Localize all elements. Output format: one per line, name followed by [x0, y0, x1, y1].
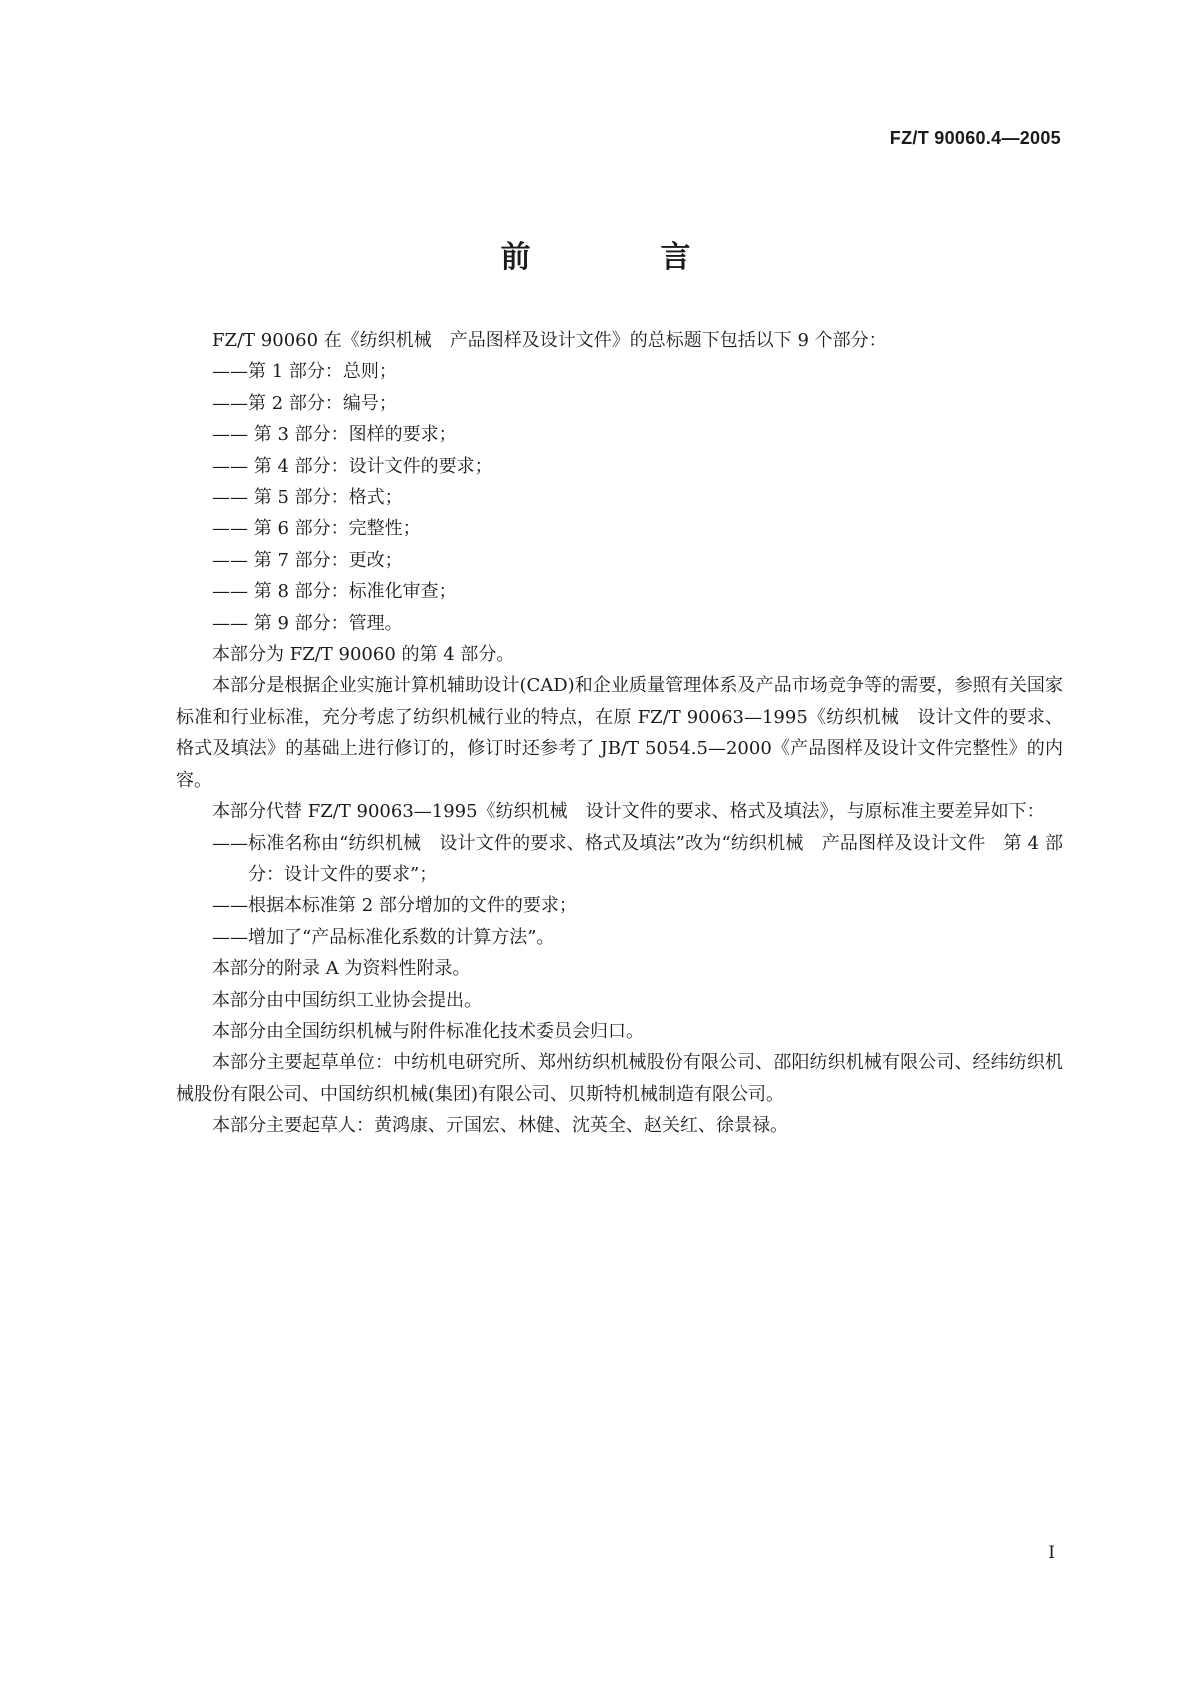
- part-list-item: —— 第 9 部分：管理。: [212, 612, 403, 634]
- foreword-content: [176, 325, 1063, 1142]
- replaces-paragraph: 本部分代替 FZ/T 90063—1995《纺织机械 设计文件的要求、格式及填法》，与原标准主要差异如下：: [212, 801, 1045, 823]
- page-title: 前 言: [500, 240, 741, 275]
- document-code: FZ/T 90060.4—2005: [889, 128, 1061, 148]
- part-list-item: —— 第 4 部分：设计文件的要求；: [212, 455, 493, 477]
- change-list-item: ——增加了“产品标准化系数的计算方法”。: [212, 926, 555, 948]
- change-list-item: ——根据本标准第 2 部分增加的文件的要求；: [212, 895, 577, 917]
- this-part-paragraph: 本部分为 FZ/T 90060 的第 4 部分。: [212, 644, 515, 666]
- page-number: I: [1048, 1543, 1055, 1563]
- part-list-item: —— 第 7 部分：更改；: [212, 549, 403, 571]
- intro-paragraph: FZ/T 90060 在《纺织机械 产品图样及设计文件》的总标题下包括以下 9 个部分：: [212, 330, 887, 351]
- part-list-item: —— 第 8 部分：标准化审查；: [212, 581, 457, 603]
- part-list-item: —— 第 5 部分：格式；: [212, 487, 403, 509]
- drafters-paragraph: 本部分主要起草人：黄鸿康、亓国宏、林健、沈英全、赵关红、徐景禄。: [212, 1115, 788, 1137]
- centralized-paragraph: 本部分由全国纺织机械与附件标准化技术委员会归口。: [212, 1020, 644, 1042]
- part-list-item: ——第 2 部分：编号；: [212, 392, 397, 414]
- part-list-item: —— 第 3 部分：图样的要求；: [212, 424, 457, 446]
- part-list-item: ——第 1 部分：总则；: [212, 361, 397, 383]
- proposed-paragraph: 本部分由中国纺织工业协会提出。: [212, 989, 482, 1011]
- basis-paragraph: 本部分是根据企业实施计算机辅助设计(CAD)和企业质量管理体系及产品市场竞争等的需要，参照有关国家标准和行业标准，充分考虑了纺织机械行业的特点，在原 FZ/T 90063—1995《纺织机械 设计文件的要求、格式及填法》的基础上进行修订的，修订时还参考了 JB/T 5054.5—2000《产品图样及设计文件完整性》的内容。: [176, 675, 1063, 791]
- drafting-units-paragraph: 本部分主要起草单位：中纺机电研究所、郑州纺织机械股份有限公司、邵阳纺织机械有限公司、经纬纺织机械股份有限公司、中国纺织机械(集团)有限公司、贝斯特机械制造有限公司。: [176, 1052, 1063, 1105]
- part-list-item: —— 第 6 部分：完整性；: [212, 518, 421, 540]
- change-list-item: ——标准名称由“纺织机械 设计文件的要求、格式及填法”改为“纺织机械 产品图样及设计文件 第 4 部分：设计文件的要求”；: [212, 832, 1063, 885]
- annex-paragraph: 本部分的附录 A 为资料性附录。: [212, 958, 471, 980]
